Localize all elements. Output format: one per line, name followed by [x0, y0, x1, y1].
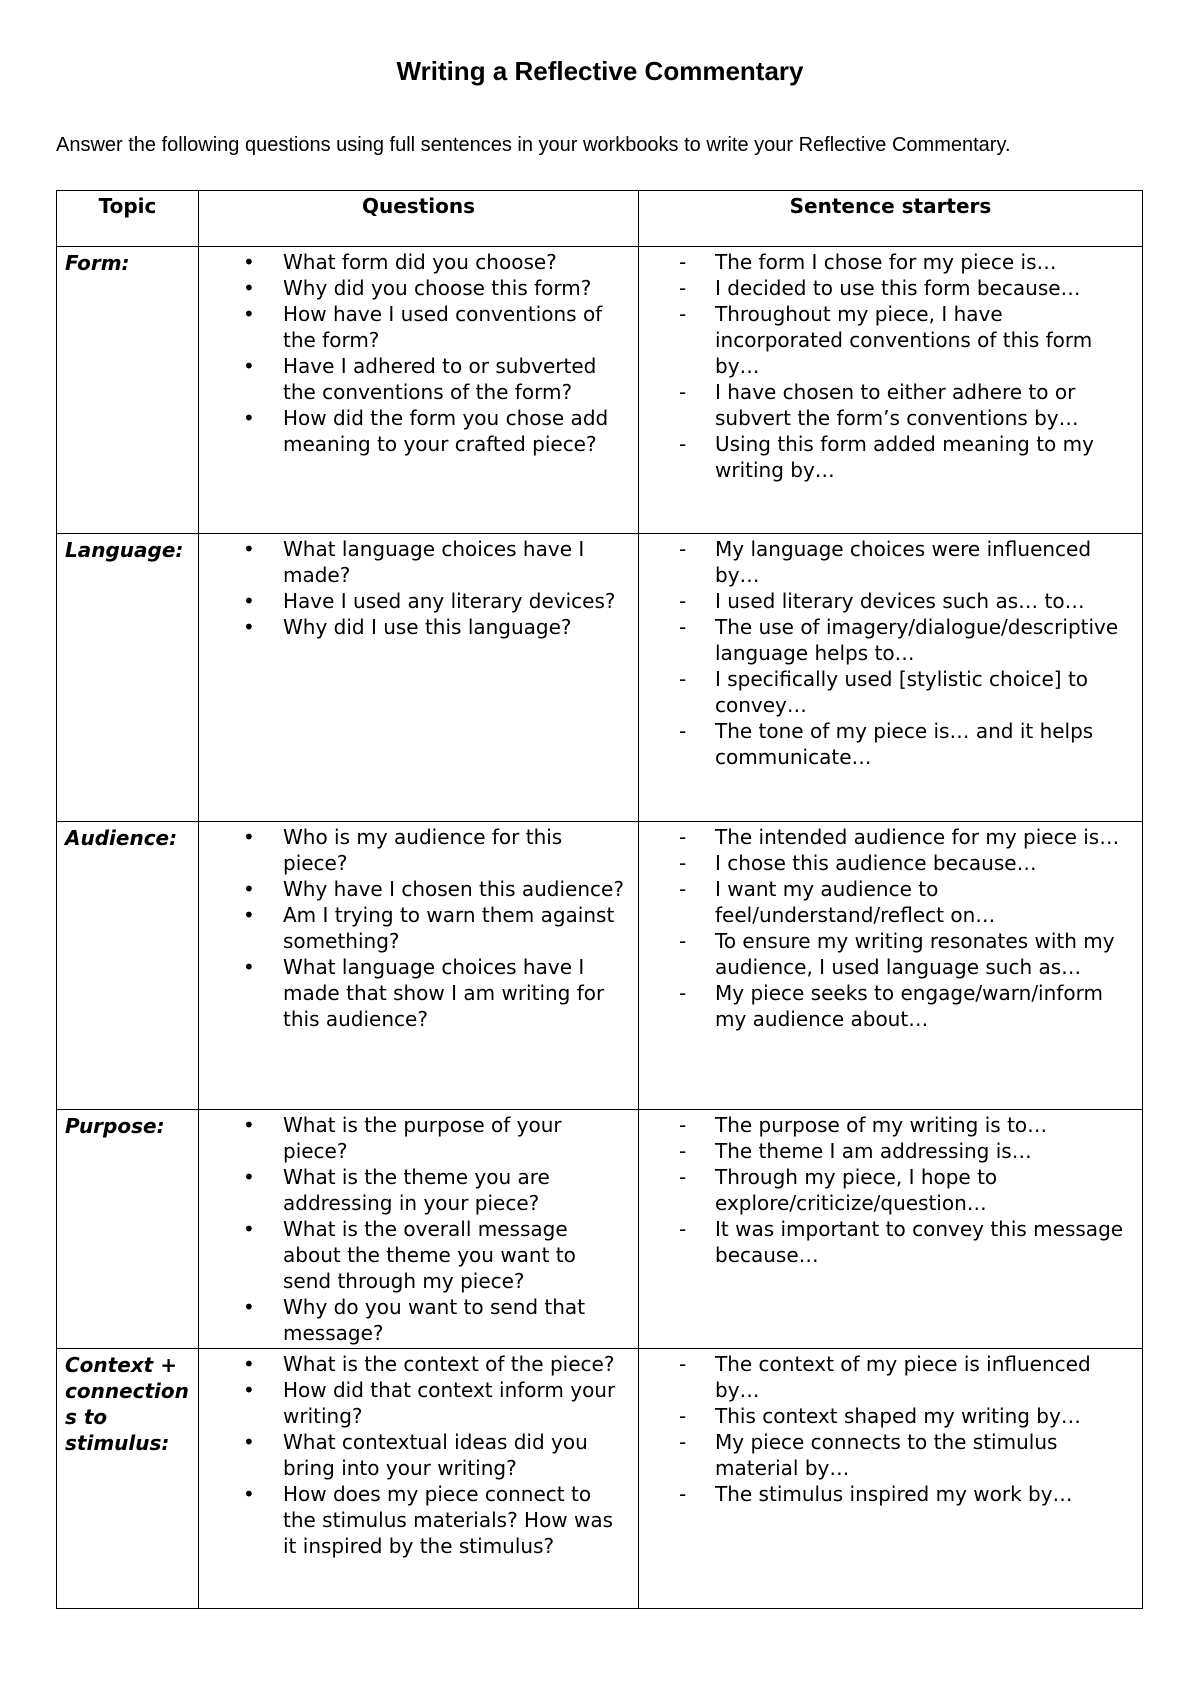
table-row	[57, 247, 1143, 534]
question-item: • Why have I chosen this audience?	[199, 876, 638, 902]
question-item: • Why did you choose this form?	[199, 275, 638, 301]
question-item: • What is the theme you are addressing in your piece?	[199, 1164, 638, 1216]
sentence-starter-item: - I used literary devices such as… to…	[639, 588, 1142, 614]
questions-list	[199, 1351, 638, 1559]
sentence-starter-item: - I have chosen to either adhere to or subvert the form’s conventions by…	[639, 379, 1142, 431]
questions-list	[199, 536, 638, 640]
starters-list	[639, 824, 1142, 1032]
questions-cell	[199, 534, 639, 822]
question-item: • Who is my audience for this piece?	[199, 824, 638, 876]
question-item: • Why did I use this language?	[199, 614, 638, 640]
question-item: • Why do you want to send that message?	[199, 1294, 638, 1346]
starters-cell	[639, 534, 1143, 822]
questions-cell	[199, 1110, 639, 1349]
questions-cell	[199, 1349, 639, 1609]
question-item: • What language choices have I made that show I am writing for this audience?	[199, 954, 638, 1032]
sentence-starter-item: - Throughout my piece, I have incorporated conventions of this form by…	[639, 301, 1142, 379]
question-item: • How have I used conventions of the form?	[199, 301, 638, 353]
question-item: • Am I trying to warn them against something?	[199, 902, 638, 954]
sentence-starter-item: - To ensure my writing resonates with my audience, I used language such as…	[639, 928, 1142, 980]
question-item: • What contextual ideas did you bring into your writing?	[199, 1429, 638, 1481]
commentary-table	[56, 190, 1143, 1609]
sentence-starter-item: - This context shaped my writing by…	[639, 1403, 1142, 1429]
topic-cell: Language:	[57, 534, 199, 822]
header-sentence-starters: Sentence starters	[639, 191, 1143, 247]
sentence-starter-item: - The use of imagery/dialogue/descriptive language helps to…	[639, 614, 1142, 666]
header-row	[57, 191, 1143, 247]
starters-cell	[639, 822, 1143, 1110]
sentence-starter-item: - I decided to use this form because…	[639, 275, 1142, 301]
topic-cell: Purpose:	[57, 1110, 199, 1349]
intro-text: Answer the following questions using full sentences in your workbooks to write your Reflective Commentary.	[56, 134, 1011, 156]
sentence-starter-item: - The intended audience for my piece is…	[639, 824, 1142, 850]
question-item: • How does my piece connect to the stimulus materials? How was it inspired by the stimulus?	[199, 1481, 638, 1559]
question-item: • Have I adhered to or subverted the conventions of the form?	[199, 353, 638, 405]
question-item: • Have I used any literary devices?	[199, 588, 638, 614]
questions-list	[199, 824, 638, 1032]
sentence-starter-item: - It was important to convey this message because…	[639, 1216, 1142, 1268]
sentence-starter-item: - The tone of my piece is… and it helps communicate…	[639, 718, 1142, 770]
topic-cell: Audience:	[57, 822, 199, 1110]
table-row	[57, 1110, 1143, 1349]
starters-cell	[639, 1349, 1143, 1609]
table-row	[57, 822, 1143, 1110]
table-row	[57, 534, 1143, 822]
question-item: • What language choices have I made?	[199, 536, 638, 588]
sentence-starter-item: - I chose this audience because…	[639, 850, 1142, 876]
sentence-starter-item: - My piece seeks to engage/warn/inform my audience about…	[639, 980, 1142, 1032]
topic-cell: Context + connections to stimulus:	[57, 1349, 199, 1609]
starters-list	[639, 1112, 1142, 1268]
header-topic: Topic	[57, 191, 199, 247]
starters-list	[639, 1351, 1142, 1507]
sentence-starter-item: - Using this form added meaning to my writing by…	[639, 431, 1142, 483]
questions-list	[199, 1112, 638, 1346]
question-item: • What is the context of the piece?	[199, 1351, 638, 1377]
questions-list	[199, 249, 638, 457]
sentence-starter-item: - The context of my piece is influenced by…	[639, 1351, 1142, 1403]
question-item: • What form did you choose?	[199, 249, 638, 275]
question-item: • How did that context inform your writing?	[199, 1377, 638, 1429]
sentence-starter-item: - I specifically used [stylistic choice] to convey…	[639, 666, 1142, 718]
starters-list	[639, 536, 1142, 770]
sentence-starter-item: - Through my piece, I hope to explore/criticize/question…	[639, 1164, 1142, 1216]
sentence-starter-item: - My piece connects to the stimulus material by…	[639, 1429, 1142, 1481]
header-questions: Questions	[199, 191, 639, 247]
page-title: Writing a Reflective Commentary	[396, 56, 804, 86]
sentence-starter-item: - The stimulus inspired my work by…	[639, 1481, 1142, 1507]
sentence-starter-item: - My language choices were influenced by…	[639, 536, 1142, 588]
questions-cell	[199, 247, 639, 534]
sentence-starter-item: - The purpose of my writing is to…	[639, 1112, 1142, 1138]
starters-cell	[639, 1110, 1143, 1349]
question-item: • What is the overall message about the theme you want to send through my piece?	[199, 1216, 638, 1294]
starters-list	[639, 249, 1142, 483]
topic-cell: Form:	[57, 247, 199, 534]
question-item: • What is the purpose of your piece?	[199, 1112, 638, 1164]
sentence-starter-item: - I want my audience to feel/understand/reflect on…	[639, 876, 1142, 928]
table-row	[57, 1349, 1143, 1609]
sentence-starter-item: - The form I chose for my piece is…	[639, 249, 1142, 275]
sentence-starter-item: - The theme I am addressing is…	[639, 1138, 1142, 1164]
questions-cell	[199, 822, 639, 1110]
question-item: • How did the form you chose add meaning to your crafted piece?	[199, 405, 638, 457]
starters-cell	[639, 247, 1143, 534]
